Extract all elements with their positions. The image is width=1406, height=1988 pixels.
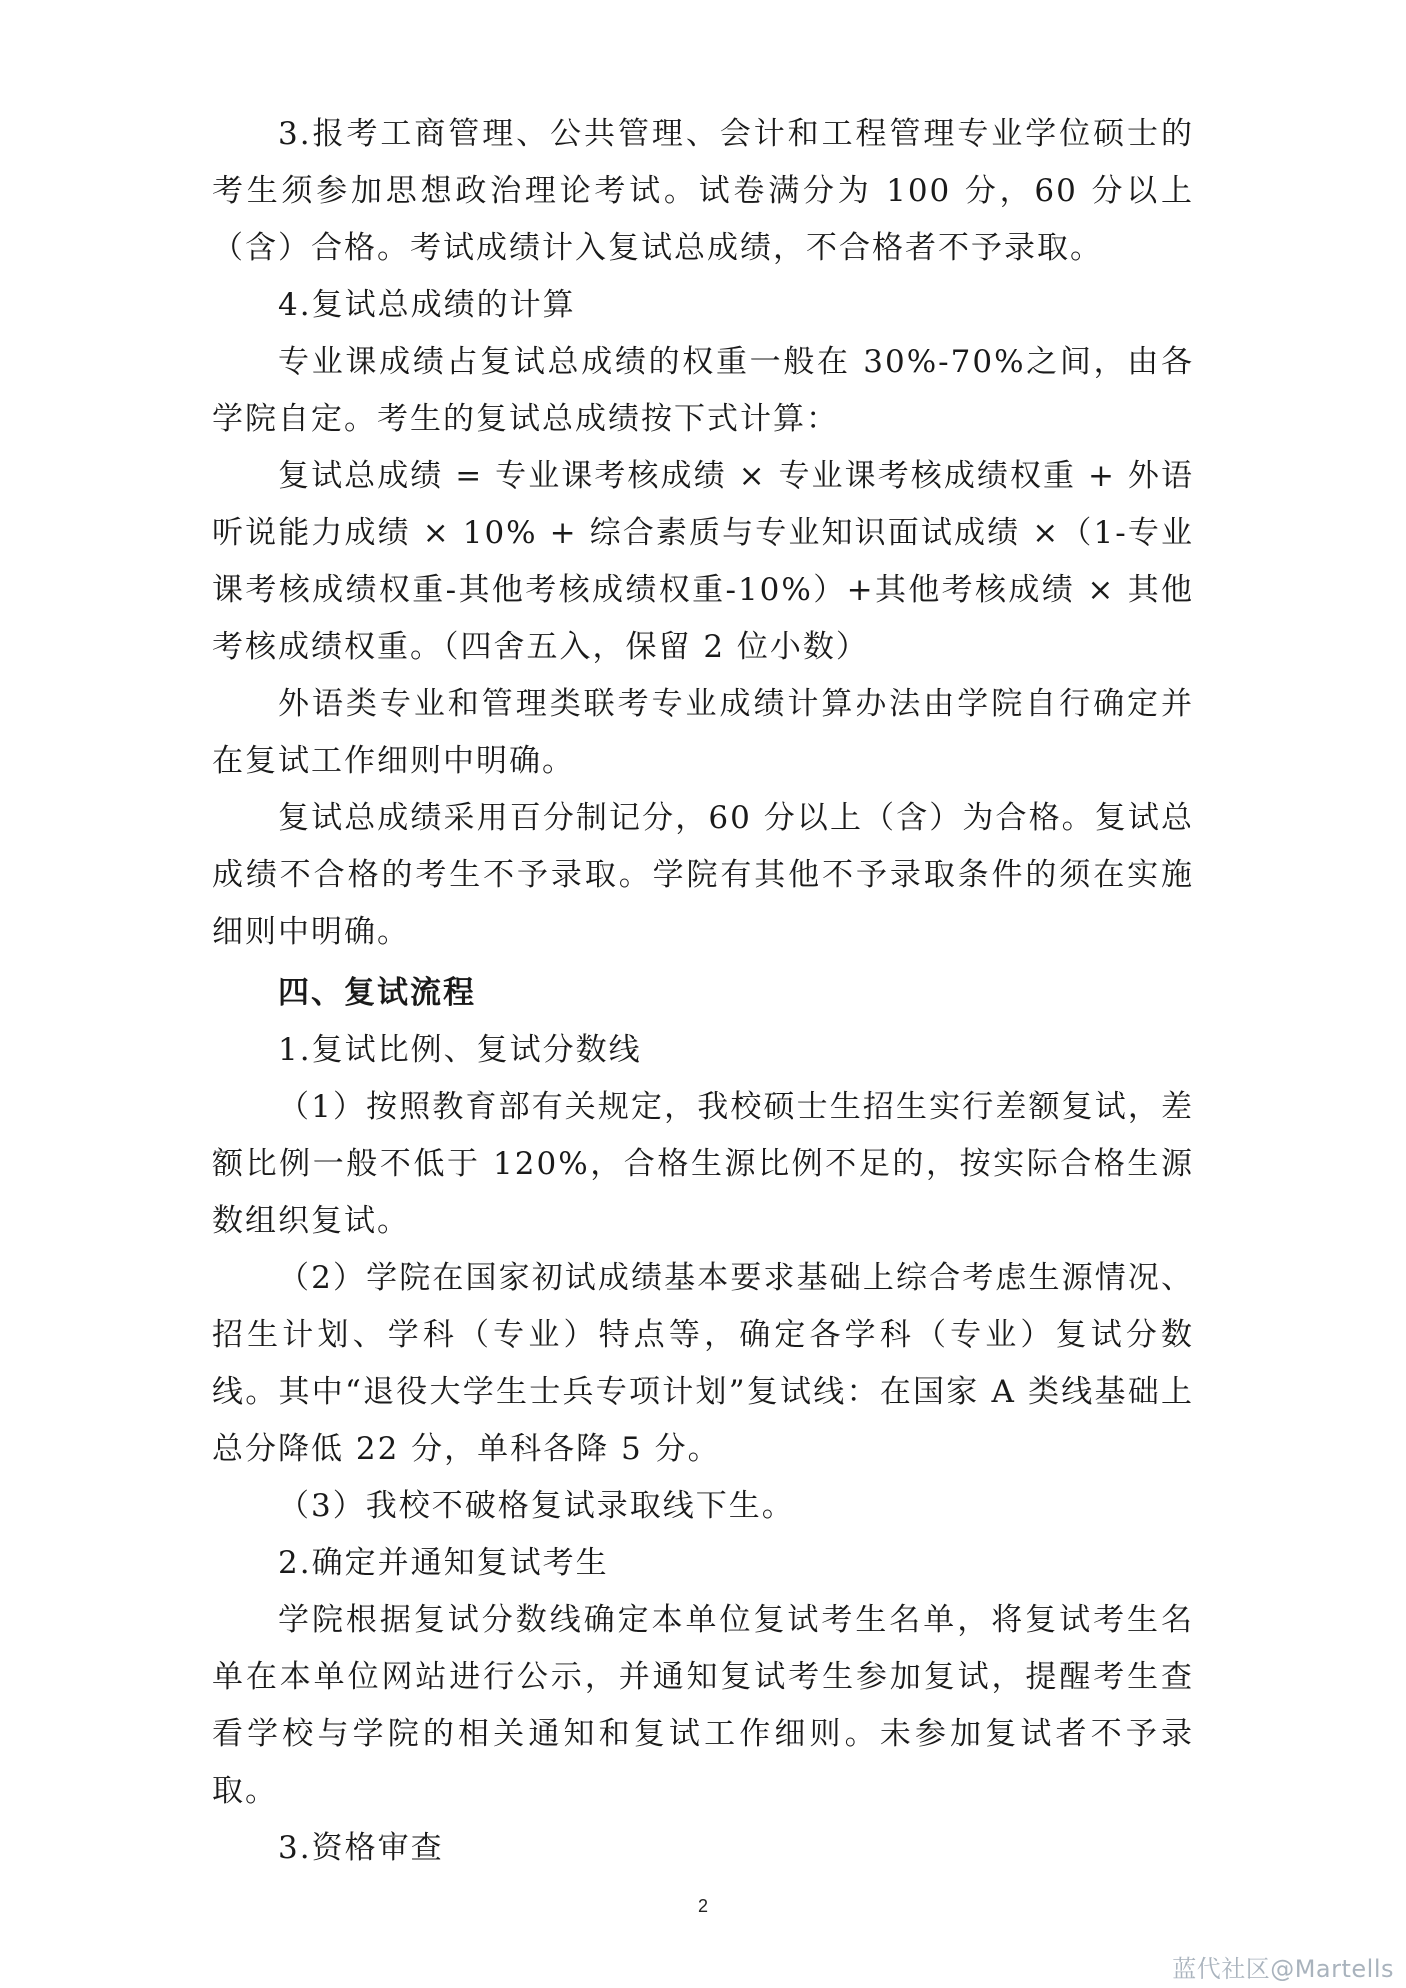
watermark: 蓝代社区@Martells — [1172, 1955, 1394, 1983]
subheading-total-score: 4.复试总成绩的计算 — [278, 287, 576, 323]
paragraph-weight: 专业课成绩占复试总成绩的权重一般在 30%-70%之间，由各学院自定。考生的复试总成绩按下式计算： — [212, 344, 1194, 437]
paragraph-ratio-1: （1）按照教育部有关规定，我校硕士生招生实行差额复试，差额比例一般不低于 120%，合格生源比例不足的，按实际合格生源数组织复试。 — [212, 1089, 1194, 1239]
subheading-qualification: 3.资格审查 — [278, 1830, 444, 1866]
paragraph-politics-exam: 3.报考工商管理、公共管理、会计和工程管理专业学位硕士的考生须参加思想政治理论考试。试卷满分为 100 分，60 分以上（含）合格。考试成绩计入复试总成绩，不合格者不予录取。 — [212, 116, 1194, 266]
paragraph-pass-criteria: 复试总成绩采用百分制记分，60 分以上（含）为合格。复试总成绩不合格的考生不予录取。学院有其他不予录取条件的须在实施细则中明确。 — [212, 800, 1194, 950]
subheading-notify: 2.确定并通知复试考生 — [278, 1545, 609, 1581]
paragraph-ratio-2: （2）学院在国家初试成绩基本要求基础上综合考虑生源情况、招生计划、学科（专业）特点等，确定各学科（专业）复试分数线。其中“退役大学生士兵专项计划”复试线：在国家 A 类线基础上总分降低 22 分，单科各降 5 分。 — [212, 1260, 1194, 1467]
paragraph-ratio-3: （3）我校不破格复试录取线下生。 — [278, 1488, 795, 1524]
section-heading: 四、复试流程 — [278, 975, 476, 1011]
paragraph-foreign-language: 外语类专业和管理类联考专业成绩计算办法由学院自行确定并在复试工作细则中明确。 — [212, 686, 1194, 779]
paragraph-formula: 复试总成绩 = 专业课考核成绩 × 专业课考核成绩权重 + 外语听说能力成绩 × 10% + 综合素质与专业知识面试成绩 ×（1-专业课考核成绩权重-其他考核成绩权重-10%）+其他考核成绩 × 其他考核成绩权重。（四舍五入，保留 2 位小数） — [212, 458, 1194, 665]
subheading-ratio: 1.复试比例、复试分数线 — [278, 1032, 642, 1068]
page-number: 2 — [697, 1896, 708, 1916]
document-body — [212, 106, 1194, 1877]
paragraph-notify: 学院根据复试分数线确定本单位复试考生名单，将复试考生名单在本单位网站进行公示，并通知复试考生参加复试，提醒考生查看学校与学院的相关通知和复试工作细则。未参加复试者不予录取。 — [212, 1602, 1194, 1809]
